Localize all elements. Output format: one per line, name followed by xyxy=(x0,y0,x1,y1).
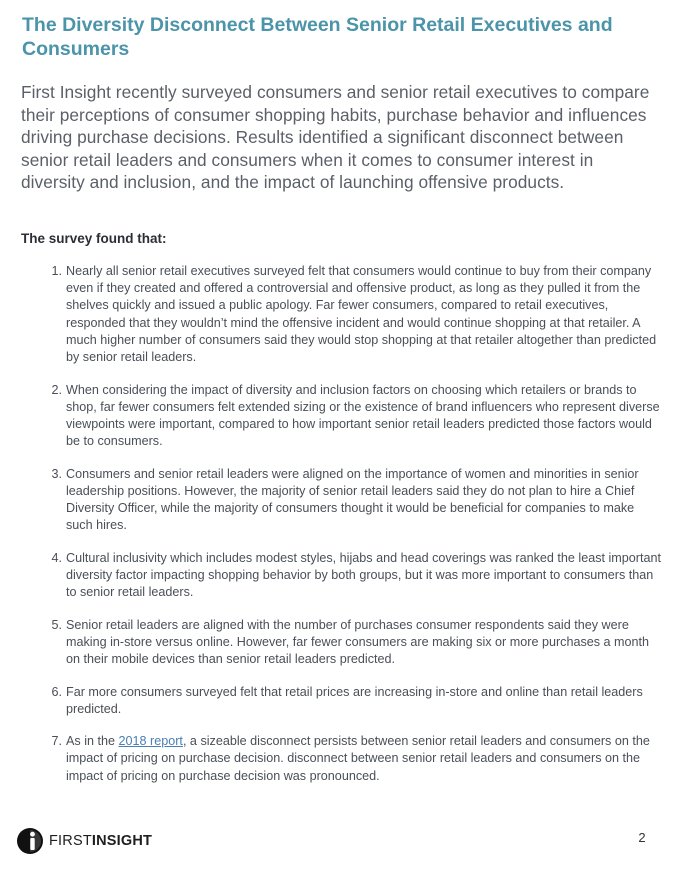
finding-item-2 xyxy=(0,382,662,451)
intro-paragraph: First Insight recently surveyed consumers and senior retail executives to compare their perceptions of consumer shopping habits, purchase behavior and influences driving purchase decisions. Results identified a significant disconnect between senior retail leaders and consumers when it comes to consumer interest in diversity and inclusion, and the impact of launching offensive products. xyxy=(21,82,650,193)
finding-item-4 xyxy=(0,550,662,602)
finding-text: Far more consumers surveyed felt that retail prices are increasing in-store and online than retail leaders predicted. xyxy=(66,684,643,716)
first-insight-logo-icon xyxy=(16,827,44,855)
finding-item-1 xyxy=(0,263,662,366)
finding-text: Cultural inclusivity which includes modest styles, hijabs and head coverings was ranked the least important diversity factor impacting shopping behavior by both groups, but it was more important to consumers than to senior retail leaders. xyxy=(66,550,661,600)
finding-text-after: , a sizeable disconnect persists between senior retail leaders and consumers on the impact of pricing on purchase decision. disconnect between senior retail leaders and consumers on the impact of pricing on purchase decision was pronounced. xyxy=(66,734,650,783)
finding-number: 3. xyxy=(51,466,62,481)
page-number: 2 xyxy=(638,830,646,845)
logo-wordmark xyxy=(49,826,152,856)
finding-item-5 xyxy=(0,617,662,669)
finding-text: When considering the impact of diversity and inclusion factors on choosing which retailers or brands to shop, far fewer consumers felt extended sizing or the existence of brand influencers who represent diverse viewpoints were important, compared to how important senior retail leaders predicted those factors would be to consumers. xyxy=(66,382,660,449)
finding-text-before: As in the xyxy=(66,734,119,749)
finding-item-6 xyxy=(0,684,662,718)
finding-number: 4. xyxy=(51,550,62,565)
logo-insight-text: INSIGHT xyxy=(91,833,153,849)
findings-list xyxy=(0,263,680,800)
page-title: The Diversity Disconnect Between Senior Retail Executives and Consumers xyxy=(22,14,613,60)
finding-text: Consumers and senior retail leaders were aligned on the importance of women and minorities in senior leadership positions. However, the majority of senior retail leaders said they do not plan to hire a Chief Diversity Officer, while the majority of consumers thought it would be beneficial for companies to make such hires. xyxy=(66,466,639,533)
report-2018-link[interactable]: 2018 report xyxy=(118,734,183,749)
findings-lead: The survey found that: xyxy=(21,231,167,246)
first-insight-logo xyxy=(16,826,152,856)
finding-text: Senior retail leaders are aligned with the number of purchases consumer respondents said they were making in-store versus online. However, far fewer consumers are making six or more purchases a month on their mobile devices than senior retail leaders predicted. xyxy=(66,617,650,667)
logo-first-text: FIRST xyxy=(49,833,92,849)
finding-number: 5. xyxy=(51,617,62,632)
finding-number: 7. xyxy=(51,734,62,749)
finding-number: 6. xyxy=(51,684,62,699)
finding-item-7 xyxy=(0,733,662,785)
finding-number: 2. xyxy=(51,382,62,397)
finding-text: Nearly all senior retail executives surveyed felt that consumers would continue to buy from their company even if they created and offered a controversial and offensive product, as long as they pulled it from the shelves quickly and issued a public apology. Far fewer consumers, compared to retail executives, responded that they wouldn’t mind the offensive incident and would continue shopping at that retailer. A much higher number of consumers said they would stop shopping at that retailer altogether than predicted by senior retail leaders. xyxy=(66,264,657,365)
finding-number: 1. xyxy=(51,264,62,278)
finding-item-3 xyxy=(0,466,662,535)
